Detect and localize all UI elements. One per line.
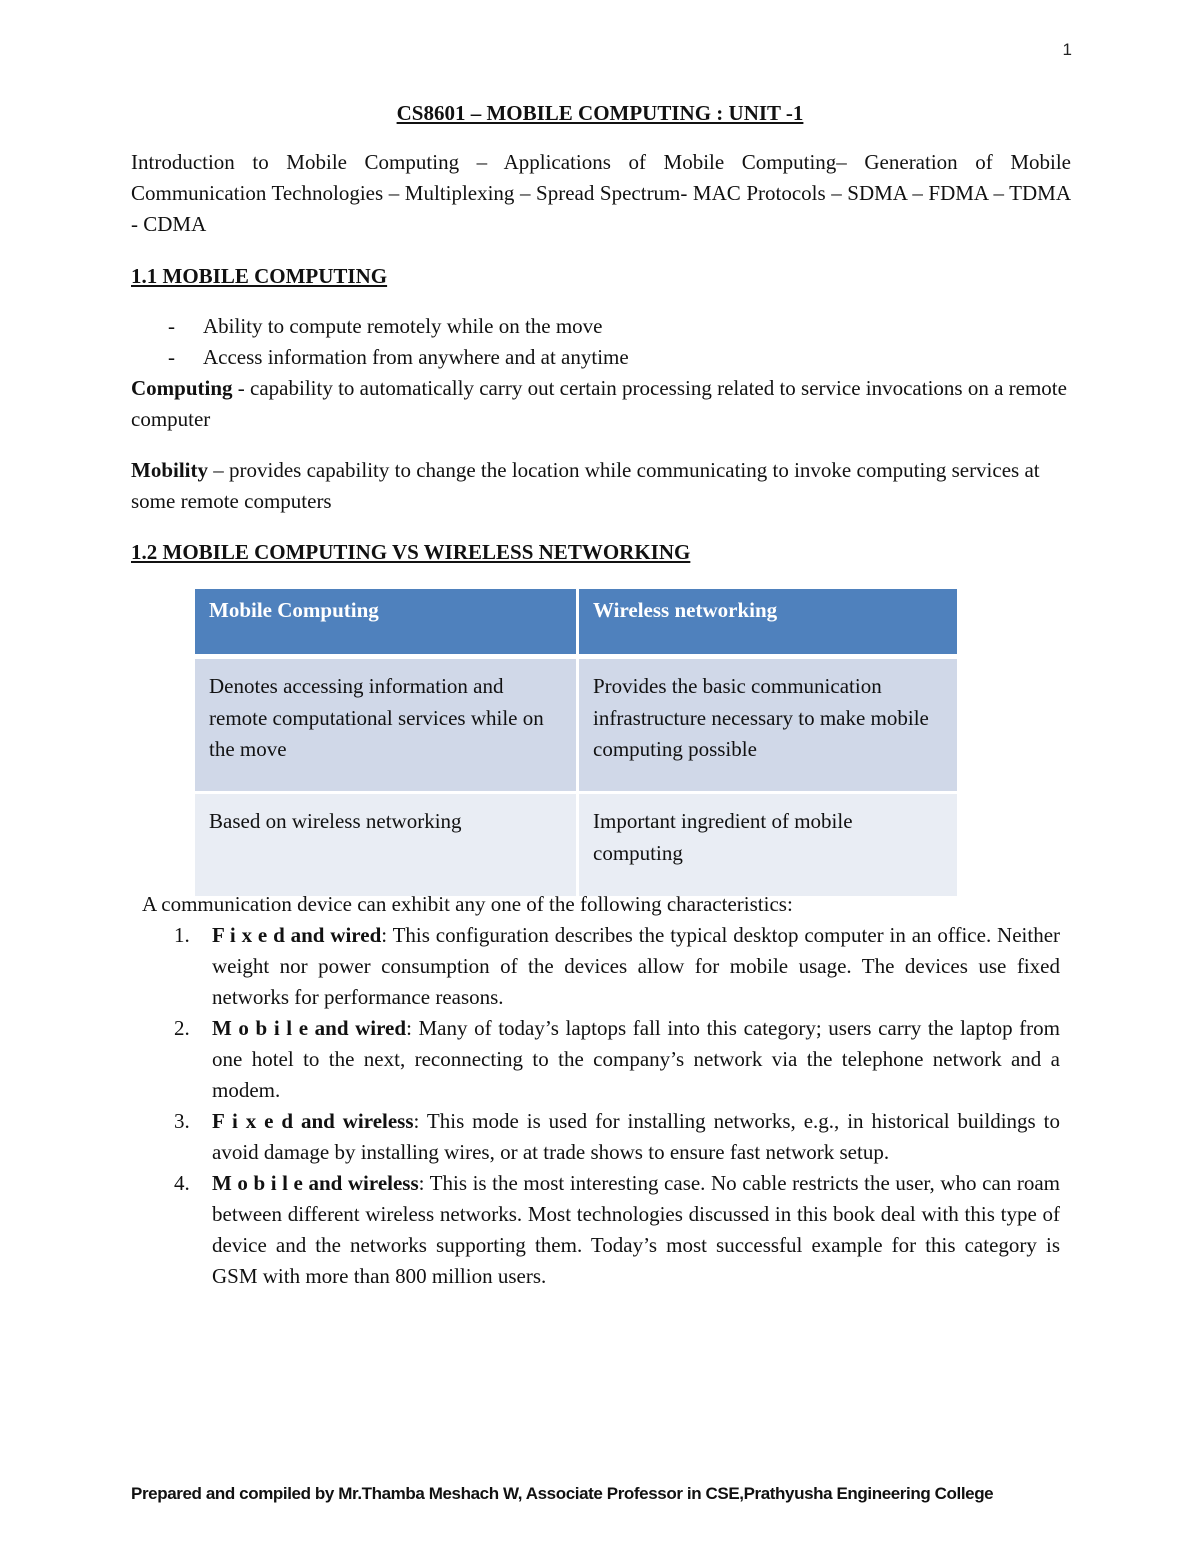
table-cell: Important ingredient of mobile computing (579, 791, 957, 896)
document-title: CS8601 – MOBILE COMPUTING : UNIT -1 (396, 101, 804, 125)
section-heading-1-1: 1.1 MOBILE COMPUTING (131, 264, 388, 288)
bullet-text: Ability to compute remotely while on the move (203, 314, 603, 338)
definition-term: Computing (131, 376, 233, 400)
table-header-cell: Mobile Computing (195, 589, 579, 654)
mobile-computing-bullet-list (131, 311, 1071, 373)
comparison-table (195, 589, 957, 896)
definition-text: – provides capability to change the location while communicating to invoke computing services at some remote computers (131, 458, 1040, 513)
characteristic-term: F i x e d and wired (212, 923, 382, 947)
characteristic-text: : This is the most interesting case. No cable restricts the user, who can roam between different wireless networks. Most technologies discussed in this book deal with this type of device and the networks supporting them. Today’s most successful example for this category is GSM with more than 800 million users. (212, 1171, 1060, 1288)
table-cell: Based on wireless networking (195, 791, 579, 896)
characteristic-term: F i x e d and wireless (212, 1109, 414, 1133)
bullet-text: Access information from anywhere and at anytime (203, 345, 629, 369)
list-item (174, 1013, 1060, 1106)
table-cell: Provides the basic communication infrastructure necessary to make mobile computing possible (579, 654, 957, 791)
list-item (131, 342, 1071, 373)
definition-term: Mobility (131, 458, 208, 482)
characteristic-text: : This configuration describes the typical desktop computer in an office. Neither weight nor power consumption of the devices allow for mobile usage. The devices use fixed networks for performance reasons. (212, 923, 1061, 1009)
page-number: 1 (1062, 40, 1072, 59)
list-item (174, 920, 1061, 1013)
list-number: 4. (174, 1171, 190, 1195)
characteristic-term: M o b i l e and wired (212, 1016, 407, 1040)
mobility-definition (131, 455, 1071, 517)
list-number: 1. (174, 923, 190, 947)
table-cell: Denotes accessing information and remote computational services while on the move (195, 654, 579, 791)
section-heading-1-2: 1.2 MOBILE COMPUTING VS WIRELESS NETWORKING (131, 540, 691, 564)
characteristic-term: M o b i l e and wireless (212, 1171, 419, 1195)
table-row (195, 791, 957, 896)
bullet-marker: - (168, 345, 175, 369)
table-row (195, 654, 957, 791)
list-item (174, 1106, 1060, 1168)
characteristics-list (174, 920, 1061, 1292)
bullet-marker: - (168, 314, 175, 338)
list-item (174, 1168, 1060, 1292)
characteristics-intro: A communication device can exhibit any one of the following characteristics: (142, 892, 793, 916)
computing-definition (131, 373, 1071, 435)
unit-syllabus-intro: Introduction to Mobile Computing – Applications of Mobile Computing– Generation of Mobile Communication Technologies – Multiplexing – Spread Spectrum- MAC Protocols – SDMA – FDMA – TDMA - CDMA (131, 150, 1071, 236)
table-header-cell: Wireless networking (579, 589, 957, 654)
characteristic-text: : This mode is used for installing networks, e.g., in historical buildings to avoid damage by installing wires, or at trade shows to ensure fast network setup. (212, 1109, 1060, 1164)
page-footer: Prepared and compiled by Mr.Thamba Meshach W, Associate Professor in CSE,Prathyusha Engineering College (131, 1484, 994, 1503)
definition-text: - capability to automatically carry out certain processing related to service invocations on a remote computer (131, 376, 1067, 431)
list-number: 3. (174, 1109, 190, 1133)
list-number: 2. (174, 1016, 190, 1040)
characteristic-text: : Many of today’s laptops fall into this category; users carry the laptop from one hotel to the next, reconnecting to the company’s network via the telephone network and a modem. (212, 1016, 1060, 1102)
list-item (131, 311, 1071, 342)
table-header-row (195, 589, 957, 654)
